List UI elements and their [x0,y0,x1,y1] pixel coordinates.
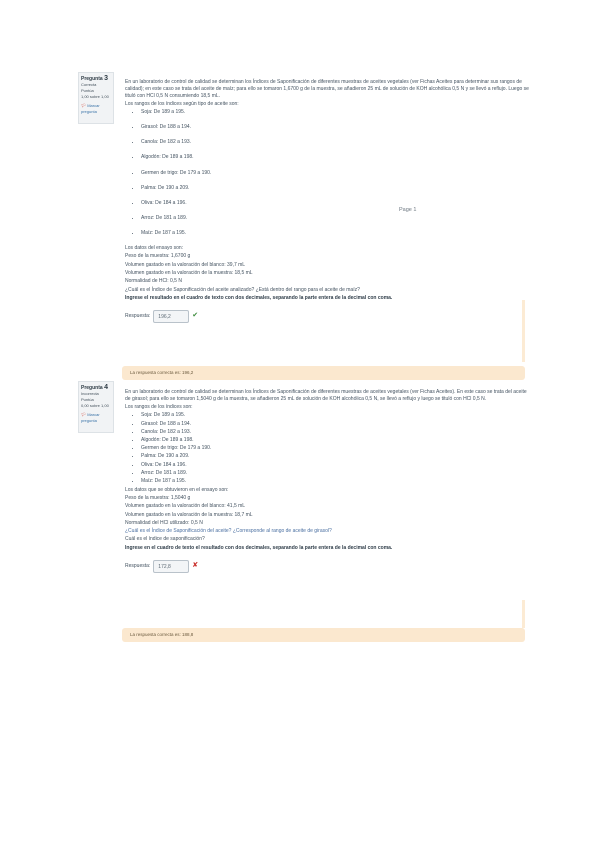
answer-input[interactable]: 196,2 [153,310,189,323]
list-item: • Girasol: De 188 a 194. [141,421,530,428]
ranges-title: Los rangos de los índices según tipo de aceite son: [125,100,239,107]
data-line: Normalidad de HCl: 0,5 N [125,278,182,285]
page-edge [522,600,525,628]
list-item: • Canola: De 182 a 193. [141,139,530,146]
data-line: Volumen gastado en la valoración de la muestra: 18,5 mL [125,269,253,276]
question-number: Pregunta 4 [81,384,108,391]
flag-question-link[interactable]: 🏳 Marcar pregunta [81,103,100,114]
list-item: • Soja: De 189 a 195. [141,412,530,419]
question-prompt: Cuál es el índice de saponificación? [125,536,205,543]
data-line: Volumen gastado en la valoración del blanco: 41,5 mL [125,503,246,510]
list-item: • Algodón: De 189 a 198. [141,437,530,444]
check-icon: ✔ [192,311,199,319]
page-edge [522,300,525,362]
question-score: Puntúa 0,00 sobre 1,00 [81,397,109,408]
answer-row [125,560,530,573]
feedback-box: La respuesta correcta es: 188,8 [122,628,525,642]
list-item: • Palma: De 190 a 209. [141,185,530,192]
data-title: Los datos del ensayo son: [125,245,184,252]
question-note: ¿Cuál es el Índice de Saponificación del aceite? ¿Corresponde al rango de aceite de girasol? [125,528,332,535]
data-line: Normalidad del HCl utilizado: 0,5 N [125,519,203,526]
list-item: • Germen de trigo: De 179 a 190. [141,445,530,452]
list-item: • Arroz: De 181 a 189. [141,470,530,477]
question-instruction: Ingrese en el cuadro de texto el resultado con dos decimales, separando la parte entera de la decimal con coma. [125,544,393,551]
data-line: Peso de la muestra: 1,5040 g [125,494,191,501]
list-item: • Oliva: De 184 a 196. [141,462,530,469]
question-score: Puntúa 1,00 sobre 1,00 [81,88,109,99]
flag-question-link[interactable]: 🏳 Marcar pregunta [81,412,100,423]
data-line: Volumen gastado en la valoración del blanco: 39,7 mL [125,261,246,268]
list-item: • Palma: De 190 a 209. [141,453,530,460]
list-item: • Maíz: De 187 a 195. [141,478,530,485]
ranges-list [125,412,530,484]
cross-icon: ✘ [192,561,199,569]
list-item: • Oliva: De 184 a 196. [141,200,530,207]
question-status: Incorrecta [81,391,99,396]
question-info-panel [78,72,114,124]
question-intro: En un laboratorio de control de calidad se determinan los Índices de Saponificación de diferentes muestras de aceites vegetales (ver Fichas Aceites para determinar sus rangos de calidad); en este caso se trata del aceite de maíz; para ello se tomaron 1,6700 g de la muestra, se añadieron 25 mL de solución de KOH alcohólica 0,5 N y se llevó a reflujo. Luego se tituló con HCl 0,5 N consumiendo 18,5 mL. [125,79,529,99]
flag-icon: 🏳 [81,103,87,108]
answer-input[interactable]: 172,8 [153,560,189,573]
list-item: • Arroz: De 181 a 189. [141,215,530,222]
list-item: • Maíz: De 187 a 195. [141,230,530,237]
question-info-panel [78,381,114,433]
flag-icon: 🏳 [81,412,87,417]
question-status: Correcta [81,82,97,87]
list-item: • Girasol: De 188 a 194. [141,124,530,131]
data-title: Los datos que se obtuvieron en el ensayo son: [125,486,229,493]
list-item: • Canola: De 182 a 193. [141,429,530,436]
question-instruction: Ingrese el resultado en el cuadro de texto con dos decimales, separando la parte entera de la decimal con coma. [125,294,393,301]
question-intro: En un laboratorio de control de calidad se determinan los Índices de Saponificación de diferentes muestras de aceites vegetales (ver Fichas Aceites). En este caso se trata del aceite de girasol; para ello se tomaron 1,5040 g de la muestra, se añadieron 25 mL de solución de KOH alcohólica 0,5 N, se llevó a reflujo y luego se tituló con HCl 0,5 N. [125,389,527,402]
data-line: Volumen gastado en la valoración de la muestra: 18,7 mL [125,511,253,518]
feedback-box: La respuesta correcta es: 196,2 [122,366,525,380]
question-text [125,79,530,323]
ranges-title: Los rangos de los índices son: [125,404,193,411]
answer-label: Respuesta: [125,312,151,319]
question-number: Pregunta 3 [81,75,108,82]
list-item: • Algodón: De 189 a 198. [141,154,530,161]
list-item: • Soja: De 189 a 195. [141,109,530,116]
answer-row [125,310,530,323]
list-item: • Germen de trigo: De 179 a 190. [141,170,530,177]
question-prompt: ¿Cuál es el Índice de Saponificación del aceite analizado? ¿Está dentro del rango para el aceite de maíz? [125,286,360,293]
page-number: Page 1 [399,207,417,213]
answer-label: Respuesta: [125,562,151,569]
question-text [125,389,530,573]
ranges-list [125,109,530,237]
data-line: Peso de la muestra: 1,6700 g [125,253,191,260]
